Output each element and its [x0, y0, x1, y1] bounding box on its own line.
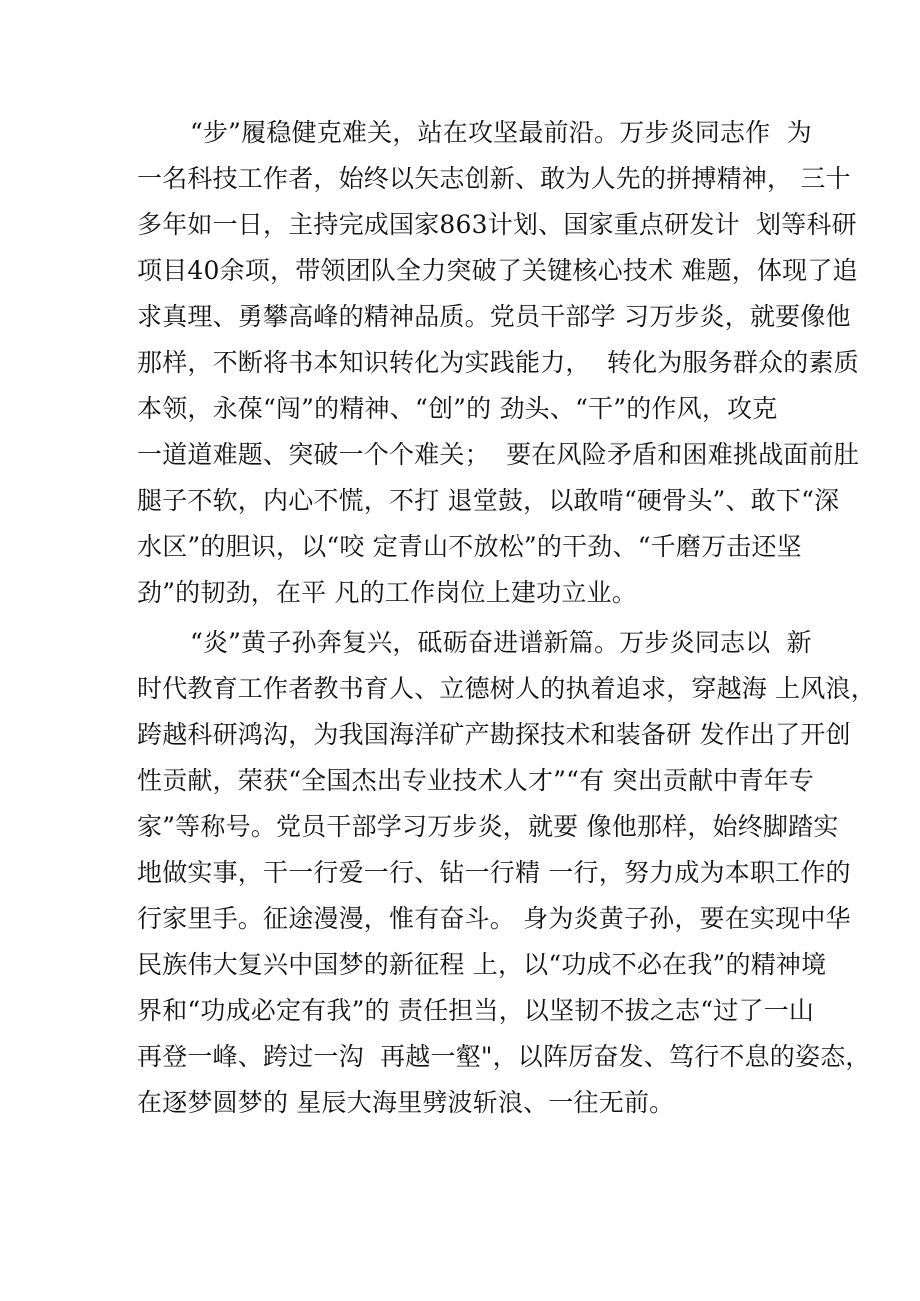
paragraph-line: “步”履稳健克难关，站在攻坚最前沿。万步炎同志作 为	[190, 118, 812, 147]
paragraph-line: 一道道难题、突破一个个难关； 要在风险矛盾和困难挑战面前肚	[137, 440, 859, 469]
paragraph-line: 本领，永葆“闯”的精神、“创”的 劲头、“干”的作风，攻克	[137, 394, 778, 423]
paragraph-line: 那样，不断将书本知识转化为实践能力， 转化为服务群众的素质	[137, 348, 859, 377]
paragraph-line: 一名科技工作者，始终以矢志创新、敢为人先的拼搏精神， 三十	[137, 164, 851, 193]
paragraph-line: 腿子不软，内心不慌，不打 退堂鼓，以敢啃“硬骨头”、敢下“深	[137, 486, 840, 515]
paragraph-line: 性贡献，荣获“全国杰出专业技术人才”“有 突出贡献中青年专	[137, 766, 815, 795]
paragraph-line: 水区”的胆识，以“咬 定青山不放松”的干劲、“千磨万击还坚	[137, 532, 802, 561]
paragraph-line: 求真理、勇攀高峰的精神品质。党员干部学 习万步炎，就要像他	[137, 302, 851, 331]
paragraph-line: 行家里手。征途漫漫，惟有奋斗。 身为炎黄子孙，要在实现中华	[137, 904, 851, 933]
paragraph-line: 跨越科研鸿沟，为我国海洋矿产勘探技术和装备研 发作出了开创	[137, 720, 851, 749]
paragraph-line: 项目40余项，带领团队全力突破了关键核心技术 难题，体现了追	[137, 256, 858, 285]
paragraph-line: 民族伟大复兴中国梦的新征程 上，以“功成不必在我”的精神境	[137, 950, 827, 979]
paragraph-line: 多年如一日，主持完成国家863计划、国家重点研发计 划等科研	[137, 210, 857, 239]
paragraph-line: “炎”黄子孙奔复兴，砥砺奋进谱新篇。万步炎同志以 新	[190, 628, 812, 657]
paragraph-line: 界和“功成必定有我”的 责任担当，以坚韧不拔之志“过了一山	[137, 996, 815, 1025]
paragraph-line: 时代教育工作者教书育人、立德树人的执着追求，穿越海 上风浪，	[137, 674, 876, 703]
paragraph-line: 家”等称号。党员干部学习万步炎，就要 像他那样，始终脚踏实	[137, 812, 839, 841]
paragraph-line: 劲”的韧劲，在平 凡的工作岗位上建功立业。	[137, 578, 637, 607]
paragraph-line: 地做实事，干一行爱一行、钻一行精 一行，努力成为本职工作的	[137, 858, 851, 887]
paragraph-line: 在逐梦圆梦的 星辰大海里劈波斩浪、一往无前。	[137, 1088, 675, 1117]
paragraph-line: 再登一峰、跨过一沟 再越一壑"，以阵厉奋发、笃行不息的姿态，	[137, 1042, 871, 1071]
